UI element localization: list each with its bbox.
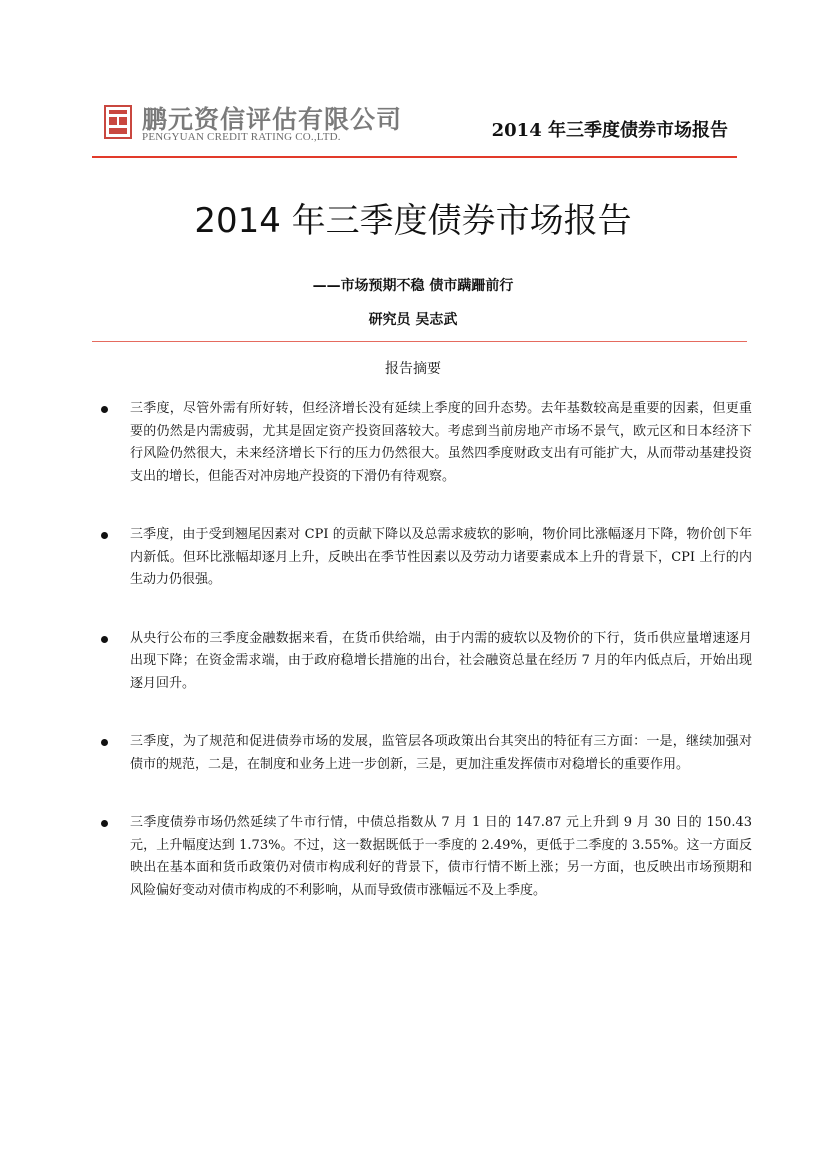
page-title: 2014 年三季度债券市场报告: [194, 201, 632, 241]
page-header: [0, 0, 826, 160]
abstract-item: [92, 812, 752, 902]
abstract-item: [92, 628, 752, 696]
author-line: 研究员 吴志武: [368, 312, 458, 328]
abstract-item-text: 从央行公布的三季度金融数据来看，在货币供给端，由于内需的疲软以及物价的下行，货币供应量增速逐月出现下降；在资金需求端，由于政府稳增长措施的出台，社会融资总量在经历 7 月的年内低点后，开始出现逐月回升。: [130, 630, 752, 691]
page-subtitle: ——市场预期不稳 债市蹒跚前行: [312, 278, 514, 294]
abstract-item: [92, 524, 752, 592]
bullet-icon: [101, 739, 108, 746]
bullet-icon: [101, 820, 108, 827]
abstract-item-text: 三季度，由于受到翘尾因素对 CPI 的贡献下降以及总需求疲软的影响，物价同比涨幅逐月下降，物价创下年内新低。但环比涨幅却逐月上升，反映出在季节性因素以及劳动力诸要素成本上升的背景下，CPI 上行的内生动力仍很强。: [130, 527, 752, 587]
abstract-heading: 报告摘要: [385, 361, 441, 377]
abstract-item-text: 三季度，尽管外需有所好转，但经济增长没有延续上季度的回升态势。去年基数较高是重要的因素，但更重要的仍然是内需疲弱，尤其是固定资产投资回落较大。考虑到当前房地产市场不景气，欧元区和日本经济下行风险仍然很大，未来经济增长下行的压力仍然很大。虽然四季度财政支出有可能扩大，从而带动基建投资支出的增长，但能否对冲房地产投资的下滑仍有待观察。: [130, 401, 752, 484]
abstract-item-text: 三季度，为了规范和促进债券市场的发展，监管层各项政策出台其突出的特征有三方面：一是，继续加强对债市的规范，二是，在制度和业务上进一步创新，三是，更加注重发挥债市对稳增长的重要作用。: [130, 734, 752, 772]
bullet-icon: [101, 636, 108, 643]
abstract-item: [92, 398, 752, 488]
abstract-list: [92, 398, 752, 938]
bullet-icon: [101, 532, 108, 539]
abstract-item: [92, 731, 752, 776]
header-report-title: 2014 年三季度债券市场报告: [491, 120, 728, 141]
pengyuan-seal-logo-icon: [104, 104, 132, 140]
title-divider: [92, 341, 747, 342]
company-name-en: PENGYUAN CREDIT RATING CO.,LTD.: [142, 131, 341, 143]
abstract-item-text: 三季度债券市场仍然延续了牛市行情，中债总指数从 7 月 1 日的 147.87 元上升到 9 月 30 日的 150.43 元，上升幅度达到 1.73%。不过，这一数据既低于一季度的 2.49%，更低于二季度的 3.55%。这一方面反映出在基本面和货币政策仍对债市构成利好的背景下，债市行情不断上涨；另一方面，也反映出市场预期和风险偏好变动对债市构成的不利影响，从而导致债市涨幅远不及上季度。: [130, 815, 752, 898]
bullet-icon: [101, 406, 108, 413]
header-divider: [92, 156, 737, 158]
company-name-cn: 鹏元资信评估有限公司: [142, 105, 403, 134]
